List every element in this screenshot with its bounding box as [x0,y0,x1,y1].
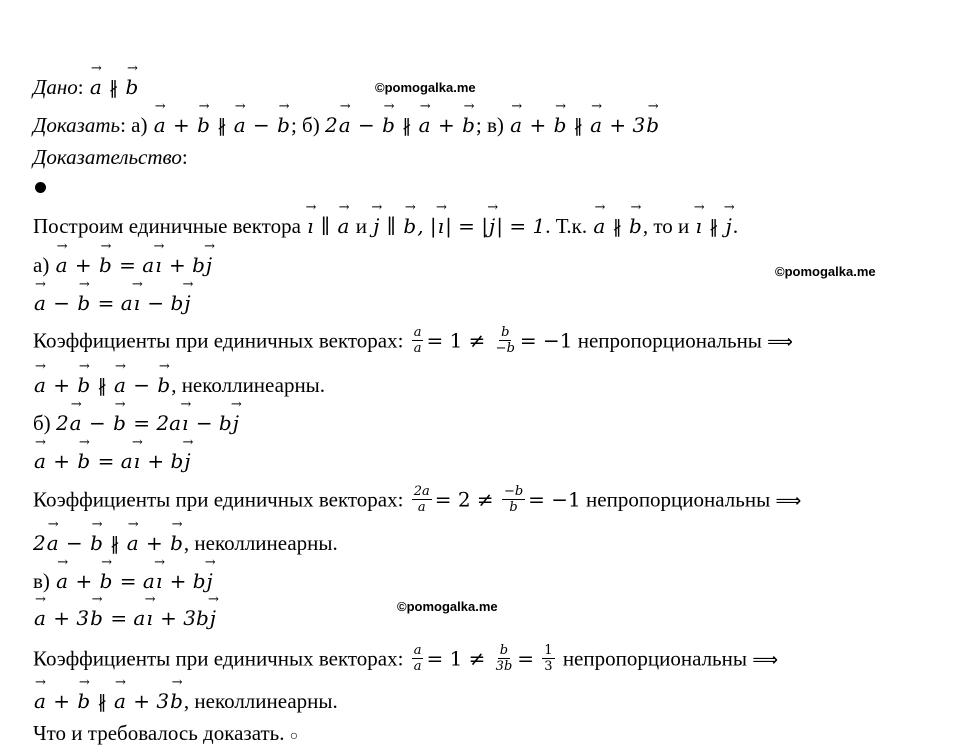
part-c-eq1: → a + → b = a→ ı + b→ j [55,569,214,593]
nonprop-text: непропорциональны [577,328,762,353]
intro-then: , то и [642,214,690,238]
part-c-eq2: → a + 3→ b = a→ ı + 3b→ j [33,606,217,630]
intro-formula4: → ı ∦ → j [695,214,733,238]
qed-circle-icon: ○ [289,729,299,744]
part-a-eq2: → a − → b = a→ ı − b→ j [33,291,192,315]
prove-b-formula: 2→ a − → b ∦ → a + → b [325,113,476,137]
intro-formula1: → ı ∥ → a [306,214,350,238]
proof-label: Доказательство [33,145,182,169]
prove-line: Доказать: а) → a + → b ∦ → a − → b; б) 2→ a − → b ∦ → a + → b; в) → a + → b ∦ → a + 3→ b [33,112,660,140]
part-a-eq1: → a + → b = a→ ı + b→ j [55,253,214,277]
intro-text2: . Т.к. [545,214,588,238]
given-line: Дано: → a ∦ → b [33,74,139,102]
part-b-conclusion [33,530,338,558]
bullet-icon [35,182,46,193]
qed-line [33,720,298,750]
prove-c-label: в) [486,113,504,137]
intro-line [33,213,738,241]
fraction: $\frac{b}{3b}$ [495,643,513,674]
coef-text: Коэффициенты при единичных векторах: [33,487,404,512]
intro-and: и [355,214,367,238]
watermark: ©pomogalka.me [375,80,476,95]
noncollinear-text: , неколлинеарны. [171,373,326,397]
part-c-line1 [33,568,214,594]
part-b-eq2: → a + → b = a→ ı + b→ j [33,449,192,473]
part-c-result: → a + → b ∦ → a + 3→ b [33,689,184,713]
part-a-coef: Коэффициенты при единичных векторах: $\frac{a}{a}$ = 1 ≠ $\frac{b}{-b}$ = −1 непропорциональны ⟹ [33,325,793,356]
given-label: Дано [33,75,78,99]
part-a-label: а) [33,253,50,277]
fraction: $\frac{b}{-b}$ [495,325,515,356]
part-a-result: → a + → b ∦ → a − → b [33,373,171,397]
fraction: $\frac{2a}{a}$ [413,484,430,515]
part-c-conclusion [33,688,338,716]
coef-text: Коэффициенты при единичных векторах: [33,646,404,671]
implies-icon: ⟹ [752,649,779,671]
part-b-label: б) [33,411,51,435]
fraction: $\frac{1}{3}$ [544,643,553,674]
prove-a-formula: → a + → b ∦ → a − → b [153,113,291,137]
noncollinear-text: , неколлинеарны. [183,689,338,713]
prove-a-label: а) [131,113,148,137]
implies-icon: ⟹ [775,490,802,512]
fraction: $\frac{-b}{b}$ [503,484,524,515]
part-a-conclusion [33,372,325,400]
part-c-line2 [33,605,217,631]
part-a-line1 [33,252,213,278]
part-c-label: в) [33,569,50,593]
part-b-line1 [33,410,240,436]
watermark: ©pomogalka.me [775,264,876,279]
proof-line: Доказательство: [33,145,188,169]
part-b-line2 [33,448,192,474]
nonprop-text: непропорциональны [586,487,771,512]
prove-b-label: б) [302,113,320,137]
part-b-result: 2→ a − → b ∦ → a + → b [33,531,184,555]
intro-text1: Построим единичные вектора [33,214,301,238]
part-b-eq1: 2→ a − → b = 2a→ ı − b→ j [56,411,240,435]
coef-text: Коэффициенты при единичных векторах: [33,328,404,353]
intro-formula2: → j ∥ → b, |→ ı| = |→ j| = 1 [372,214,545,238]
given-formula: → a ∦ → b [89,75,139,99]
fraction: $\frac{a}{a}$ [413,643,422,674]
prove-c-formula: → a + → b ∦ → a + 3→ b [509,113,660,137]
watermark: ©pomogalka.me [397,599,498,614]
nonprop-text: непропорциональны [562,646,747,671]
part-a-line2 [33,290,192,316]
noncollinear-text: , неколлинеарны. [183,531,338,555]
qed-text: Что и требовалось доказать. [33,721,285,745]
implies-icon: ⟹ [767,331,793,353]
intro-end: . [732,214,739,238]
part-c-coef: Коэффициенты при единичных векторах: $\frac{a}{a}$ = 1 ≠ $\frac{b}{3b}$ = $\frac{1}{3}$ непропорциональны ⟹ [33,643,779,674]
prove-label: Доказать [33,113,121,137]
intro-formula3: → a ∦ → b [592,214,642,238]
fraction: $\frac{a}{a}$ [413,325,422,356]
part-b-coef: Коэффициенты при единичных векторах: $\frac{2a}{a}$ = 2 ≠ $\frac{-b}{b}$ = −1 непропорциональны ⟹ [33,484,802,515]
